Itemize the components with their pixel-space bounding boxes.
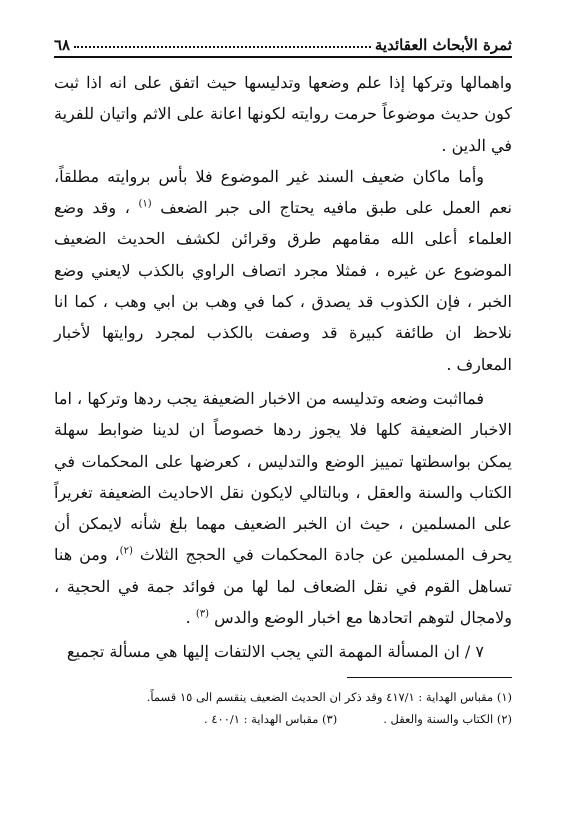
footnotes <box>54 686 512 730</box>
paragraph-2-text-a: وأما ماكان ضعيف السند غير الموضوع فلا بأس بروايته مطلقاً، نعم العمل على طبق مافيه يحتاج الى جبر الضعف <box>54 166 512 218</box>
page-number: ٦٨ <box>54 36 71 54</box>
paragraph-2-text-b: ، وقد وضع العلماء أعلى الله مقامهم طرق وقرائن لكشف الحديث الضعيف الموضوع عن غيره ، فمثلا مجرد اتصاف الراوي بالكذب لايعني وضع الخبر ، فإن الكذوب قد يصدق ، كما في وهب بن ابي وهب ، كما انا نلاحظ ان طائفة كبيرة قد وصفت بالكذب لمجرد روايتها لأخبار المعارف . <box>54 198 512 374</box>
paragraph-4: ٧ / ان المسألة المهمة التي يجب الالتفات إليها هي مسألة تجميع <box>66 642 484 662</box>
header-dot-leader <box>74 46 371 48</box>
footnote-2: (٢) الكتاب والسنة والعقل . <box>383 712 512 726</box>
paragraph-3-text-a: فمااثبت وضعه وتدليسه من الاخبار الضعيفة يجب ردها وتركها ، اما الاخبار الضعيفة كلها فلا يجوز ردها خصوصاً ان لدينا ضوابط سهلة يمكن بواسطتها تمييز الوضع والتدليس ، كعرضها على المحكمات في الكتاب والسنة والعقل ، وبالتالي لايكون نقل الاحاديث الضعيفة تغريراً على المسلمين ، حيث ان الخبر الضعيف مهما بلغ شأنه لايمكن أن يحرف المسلمين عن جادة المحكمات في الحجج الثلاث <box>54 388 512 565</box>
paragraph-3-text-c: . <box>185 608 191 628</box>
footnote-3: (٣) مقباس الهداية : ٤٠٠/١ . <box>204 712 338 726</box>
body-text <box>54 67 512 668</box>
running-title: ثمرة الأبحاث العقائدية <box>374 36 512 54</box>
footnote-ref-2: (٢) <box>119 546 133 558</box>
footnote-ref-1: (١) <box>138 198 152 210</box>
paragraph-3-text-b: ، ومن هنا تساهل القوم في نقل الضعاف لما لها من فوائد جمة في الحجية ، ولامجال لتوهم اتحادها مع اخبار الوضع والدس <box>54 545 512 628</box>
footnote-ref-3: (٣) <box>195 608 210 620</box>
paragraph-3 <box>54 383 512 633</box>
footnote-1: (١) مقباس الهداية : ٤١٧/١ وقد ذكر ان الحديث الضعيف ينقسم الى ١٥ قسماً. <box>146 690 512 704</box>
footnote-divider <box>347 677 512 678</box>
running-header <box>54 30 512 58</box>
paragraph-2 <box>54 161 512 380</box>
footnote-row-2 <box>54 708 512 730</box>
paragraph-1: واهمالها وتركها إذا علم وضعها وتدليسها حيث اتفق على انه اذا ثبت كون حديث موضوعاً حرمت روايته لكونها اعانة على الاثم واتيان للفرية في الدين . <box>54 73 512 155</box>
